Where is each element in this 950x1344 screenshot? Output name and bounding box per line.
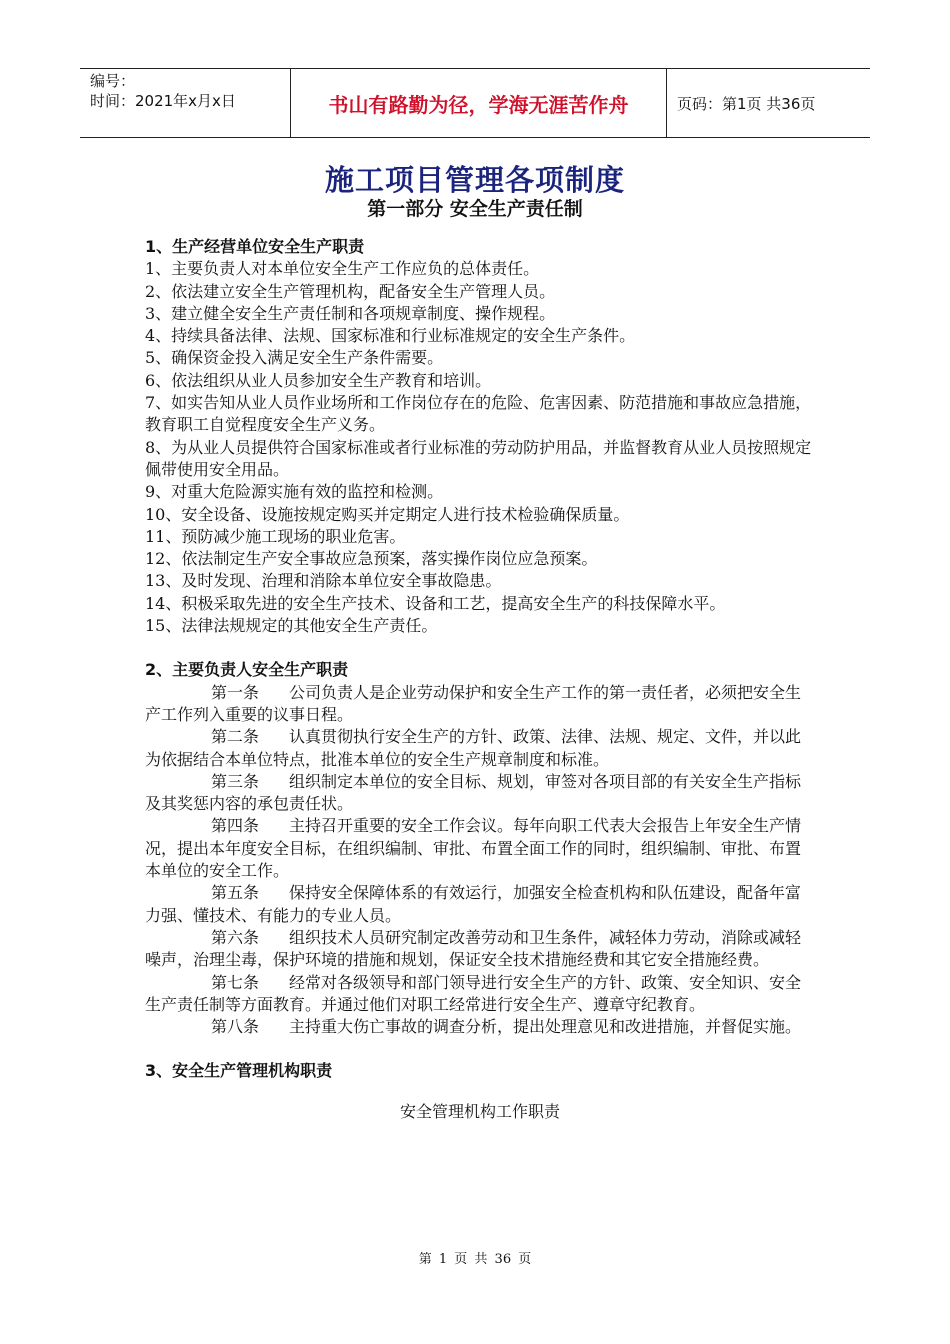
list-item: 14、积极采取先进的安全生产技术、设备和工艺，提高安全生产的科技保障水平。 [145, 593, 726, 613]
list-item: 15、法律法规规定的其他安全生产责任。 [145, 616, 438, 636]
article-text: 主持重大伤亡事故的调查分析，提出处理意见和改进措施，并督促实施。 [289, 1017, 802, 1037]
page-info: 页码：第1页 共36页 [677, 94, 816, 113]
list-item: 3、建立健全安全生产责任制和各项规章制度、操作规程。 [145, 303, 556, 323]
article-paragraph [145, 927, 815, 972]
list-item: 10、安全设备、设施按规定购买并定期定人进行技术检验确保质量。 [145, 504, 630, 524]
article-number: 第一条 [211, 682, 260, 702]
article-number: 第四条 [211, 816, 260, 836]
article-paragraph [145, 882, 815, 927]
motto: 书山有路勤为径，学海无涯苦作舟 [291, 69, 667, 137]
article-number: 第三条 [211, 771, 260, 791]
document-subtitle: 第一部分 安全生产责任制 [367, 198, 583, 220]
article-number: 第八条 [211, 1017, 260, 1037]
article-text: 保持安全保障体系的有效运行，加强安全检查机构和队伍建设，配备年富力强、懂技术、有能力的专业人员。 [145, 883, 802, 925]
list-item: 5、确保资金投入满足安全生产条件需要。 [145, 348, 444, 368]
article-paragraph [145, 972, 815, 1017]
article-paragraph [145, 682, 815, 727]
document-title: 施工项目管理各项制度 [324, 163, 625, 197]
article-text: 组织制定本单位的安全目标、规划，审签对各项目部的有关安全生产指标及其奖惩内容的承包责任状。 [145, 771, 802, 814]
list-item: 6、依法组织从业人员参加安全生产教育和培训。 [145, 370, 492, 390]
section-3-center-title: 安全管理机构工作职责 [399, 1101, 560, 1121]
list-item: 7、如实告知从业人员作业场所和工作岗位存在的危险、危害因素、防范措施和事故应急措施，教育职工自觉程度安全生产义务。 [145, 393, 812, 435]
article-number: 第七条 [211, 972, 260, 992]
article-paragraph [145, 815, 815, 882]
document-body [145, 236, 815, 1123]
section-1-heading: 1、生产经营单位安全生产职责 [145, 237, 365, 256]
page-footer: 第 1 页 共 36 页 [418, 1252, 532, 1267]
number-label: 编号： [90, 72, 136, 90]
article-number: 第五条 [211, 883, 260, 903]
list-item: 1、主要负责人对本单位安全生产工作应负的总体责任。 [145, 259, 540, 279]
list-item: 13、及时发现、治理和消除本单位安全事故隐患。 [145, 571, 502, 591]
time-label: 时间：2021年x月x日 [90, 92, 236, 110]
section-1-list [145, 258, 815, 637]
article-text: 组织技术人员研究制定改善劳动和卫生条件，减轻体力劳动，消除或减轻噪声，治理尘毒，保护环境的措施和规划，保证安全技术措施经费和其它安全措施经费。 [145, 927, 802, 970]
list-item: 4、持续具备法律、法规、国家标准和行业标准规定的安全生产条件。 [145, 326, 636, 346]
list-item: 2、依法建立安全生产管理机构，配备安全生产管理人员。 [145, 281, 556, 301]
article-text: 认真贯彻执行安全生产的方针、政策、法律、法规、规定、文件，并以此为依据结合本单位特点，批准本单位的安全生产规章制度和标准。 [145, 727, 802, 769]
header-left-cell [80, 69, 291, 137]
article-text: 主持召开重要的安全工作会议。每年向职工代表大会报告上年安全生产情况，提出本年度安全目标，在组织编制、审批、布置全面工作的同时，组织编制、审批、布置本单位的安全工作。 [145, 816, 802, 881]
article-paragraph [145, 771, 815, 816]
list-item: 8、为从业人员提供符合国家标准或者行业标准的劳动防护用品，并监督教育从业人员按照规定佩带使用安全用品。 [145, 437, 812, 479]
header-table [80, 68, 870, 138]
list-item: 11、预防减少施工现场的职业危害。 [145, 526, 406, 546]
section-2-heading: 2、主要负责人安全生产职责 [145, 660, 349, 680]
section-2-articles [145, 682, 815, 1039]
section-3-heading: 3、安全生产管理机构职责 [145, 1061, 333, 1081]
article-paragraph [145, 1016, 815, 1038]
article-text: 公司负责人是企业劳动保护和安全生产工作的第一责任者，必须把安全生产工作列入重要的议事日程。 [145, 682, 802, 724]
article-text: 经常对各级领导和部门领导进行安全生产的方针、政策、安全知识、安全生产责任制等方面教育。并通过他们对职工经常进行安全生产、遵章守纪教育。 [145, 972, 802, 1014]
list-item: 9、对重大危险源实施有效的监控和检测。 [145, 482, 444, 502]
article-paragraph [145, 726, 815, 771]
list-item: 12、依法制定生产安全事故应急预案，落实操作岗位应急预案。 [145, 549, 598, 569]
article-number: 第二条 [211, 727, 260, 747]
article-number: 第六条 [211, 927, 260, 947]
